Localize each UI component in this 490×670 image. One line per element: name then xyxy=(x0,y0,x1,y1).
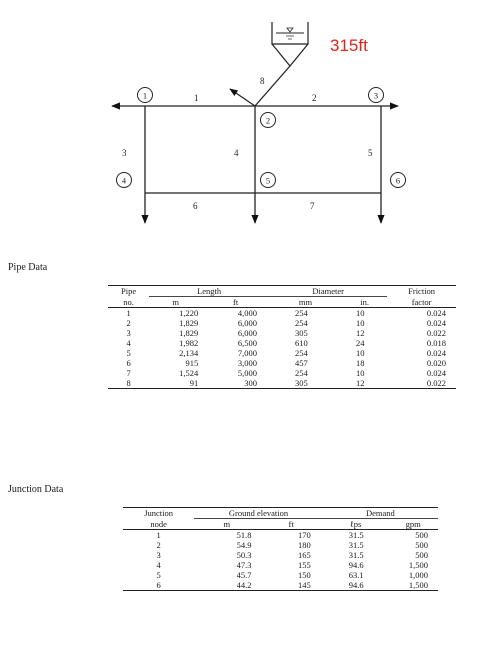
table-cell: 1,829 xyxy=(179,328,199,338)
junction-node-2 xyxy=(261,113,276,128)
pipe-network-diagram xyxy=(0,0,490,240)
table-cell: 165 xyxy=(298,550,311,560)
table-cell: 6 xyxy=(156,580,161,590)
table-cell: 6,500 xyxy=(237,338,258,348)
table-row xyxy=(108,308,456,319)
table-row xyxy=(108,328,456,338)
pipe-label: 5 xyxy=(368,148,373,158)
table-cell: 3 xyxy=(126,328,131,338)
table-cell: 2,134 xyxy=(179,348,199,358)
table-cell: 6,000 xyxy=(237,328,258,338)
table-row xyxy=(123,530,438,541)
table-cell: 6 xyxy=(126,358,131,368)
pipe-data-title: Pipe Data xyxy=(8,262,48,273)
col-header: m xyxy=(223,519,231,529)
table-cell: 7 xyxy=(126,368,131,378)
table-cell: 150 xyxy=(298,570,311,580)
table-row xyxy=(108,338,456,348)
junction-node-1 xyxy=(138,88,153,103)
table-cell: 1,500 xyxy=(408,580,428,590)
table-cell: 94.6 xyxy=(348,580,364,590)
table-cell: 1,982 xyxy=(179,338,199,348)
table-cell: 4 xyxy=(156,560,161,570)
table-cell: 5 xyxy=(126,348,131,358)
pipe-8 xyxy=(255,66,290,106)
table-row xyxy=(123,560,438,570)
table-cell: 305 xyxy=(295,378,308,388)
pipe-label: 8 xyxy=(260,76,265,86)
flow-arrow-icon xyxy=(230,89,255,106)
table-cell: 63.1 xyxy=(348,570,364,580)
pipe-label: 4 xyxy=(234,148,239,158)
table-cell: 1 xyxy=(156,530,161,540)
col-header: gpm xyxy=(405,519,421,529)
pipe-data-table xyxy=(108,285,456,389)
table-cell: 915 xyxy=(185,358,199,368)
table-row xyxy=(123,580,438,591)
table-cell: 6,000 xyxy=(237,318,258,328)
junction-node-3 xyxy=(369,88,384,103)
node-label: 1 xyxy=(142,90,148,101)
table-row xyxy=(123,570,438,580)
junction-data-title: Junction Data xyxy=(8,484,64,495)
table-cell: 2 xyxy=(156,540,161,550)
junction-node-4 xyxy=(117,173,132,188)
table-cell: 31.5 xyxy=(348,530,364,540)
table-cell: 500 xyxy=(415,540,428,550)
table-cell: 180 xyxy=(298,540,311,550)
reservoir xyxy=(272,22,308,66)
pipe-label: 1 xyxy=(194,93,199,103)
pipe-data-body xyxy=(108,308,456,389)
col-header: ℓps xyxy=(349,519,362,529)
col-header: Demand xyxy=(323,508,438,519)
junction-data-table xyxy=(123,507,438,591)
pipe-label: 2 xyxy=(312,93,317,103)
table-cell: 94.6 xyxy=(348,560,364,570)
col-header: factor xyxy=(411,296,432,307)
table-cell: 1,524 xyxy=(179,368,199,378)
table-cell: 24 xyxy=(355,338,365,348)
table-row xyxy=(123,550,438,560)
table-row xyxy=(108,358,456,368)
table-cell: 0.024 xyxy=(426,308,446,318)
table-header-row xyxy=(123,508,438,519)
pipe-label: 3 xyxy=(122,148,127,158)
table-cell: 4 xyxy=(126,338,131,348)
col-header: ft xyxy=(233,297,239,307)
table-cell: 12 xyxy=(355,328,365,338)
water-level-icon xyxy=(276,28,304,39)
junction-data-body xyxy=(123,530,438,591)
table-cell: 8 xyxy=(126,378,131,388)
table-cell: 18 xyxy=(355,358,365,368)
pipe-label: 7 xyxy=(310,201,315,211)
table-cell: 3 xyxy=(156,550,161,560)
col-header: Length xyxy=(149,286,269,297)
table-cell: 91 xyxy=(189,378,199,388)
table-cell: 5 xyxy=(156,570,161,580)
junction-node-5 xyxy=(261,173,276,188)
table-cell: 500 xyxy=(415,550,428,560)
table-cell: 0.020 xyxy=(426,358,446,368)
table-cell: 254 xyxy=(295,348,308,358)
col-header: no. xyxy=(123,296,134,307)
table-cell: 10 xyxy=(355,348,365,358)
table-cell: 610 xyxy=(295,338,308,348)
col-header: Friction xyxy=(408,286,436,297)
table-cell: 1,000 xyxy=(408,570,428,580)
table-cell: 155 xyxy=(298,560,311,570)
col-header: node xyxy=(150,518,167,529)
table-cell: 5,000 xyxy=(237,368,258,378)
table-cell: 457 xyxy=(295,358,308,368)
table-cell: 7,000 xyxy=(237,348,258,358)
table-header-row xyxy=(123,519,438,530)
table-cell: 10 xyxy=(355,368,365,378)
table-header-row xyxy=(108,297,456,308)
table-cell: 4,000 xyxy=(237,308,258,318)
table-cell: 44.2 xyxy=(236,580,252,590)
table-cell: 31.5 xyxy=(348,550,364,560)
table-cell: 0.024 xyxy=(426,368,446,378)
elevation-label: 315ft xyxy=(330,36,368,55)
node-label: 4 xyxy=(121,175,127,186)
table-cell: 12 xyxy=(355,378,365,388)
col-header: mm xyxy=(298,297,313,307)
table-cell: 145 xyxy=(298,580,311,590)
node-label: 5 xyxy=(265,175,271,186)
table-cell: 1,220 xyxy=(179,308,199,318)
node-label: 2 xyxy=(265,115,271,126)
table-row xyxy=(108,368,456,378)
table-cell: 31.5 xyxy=(348,540,364,550)
table-cell: 254 xyxy=(295,368,308,378)
col-header: Pipe xyxy=(121,286,137,297)
node-label: 6 xyxy=(395,175,401,186)
table-cell: 10 xyxy=(355,318,365,328)
table-cell: 1 xyxy=(126,308,131,318)
table-cell: 0.022 xyxy=(426,378,446,388)
table-cell: 2 xyxy=(126,318,131,328)
table-cell: 0.022 xyxy=(426,328,446,338)
table-cell: 1,829 xyxy=(179,318,199,328)
table-cell: 300 xyxy=(244,378,258,388)
table-row xyxy=(108,318,456,328)
table-cell: 0.018 xyxy=(426,338,446,348)
col-header: Junction xyxy=(144,508,174,519)
table-cell: 1,500 xyxy=(408,560,428,570)
table-cell: 500 xyxy=(415,530,428,540)
table-cell: 50.3 xyxy=(236,550,252,560)
col-header: Diameter xyxy=(269,286,387,297)
node-label: 3 xyxy=(373,90,379,101)
table-cell: 10 xyxy=(355,308,365,318)
col-header: in. xyxy=(360,297,369,307)
table-cell: 170 xyxy=(298,530,311,540)
col-header: ft xyxy=(288,519,294,529)
table-row xyxy=(108,378,456,389)
table-header-row xyxy=(108,286,456,297)
table-cell: 254 xyxy=(295,318,308,328)
table-cell: 0.024 xyxy=(426,348,446,358)
table-cell: 45.7 xyxy=(236,570,252,580)
table-cell: 51.8 xyxy=(236,530,252,540)
table-row xyxy=(108,348,456,358)
col-header: m xyxy=(172,297,179,307)
table-cell: 47.3 xyxy=(236,560,252,570)
table-row xyxy=(123,540,438,550)
table-cell: 0.024 xyxy=(426,318,446,328)
table-cell: 54.9 xyxy=(236,540,252,550)
col-header: Ground elevation xyxy=(194,508,323,519)
table-cell: 254 xyxy=(295,308,308,318)
junction-node-6 xyxy=(391,173,406,188)
pipe-label: 6 xyxy=(193,201,198,211)
table-cell: 305 xyxy=(295,328,308,338)
table-cell: 3,000 xyxy=(237,358,258,368)
